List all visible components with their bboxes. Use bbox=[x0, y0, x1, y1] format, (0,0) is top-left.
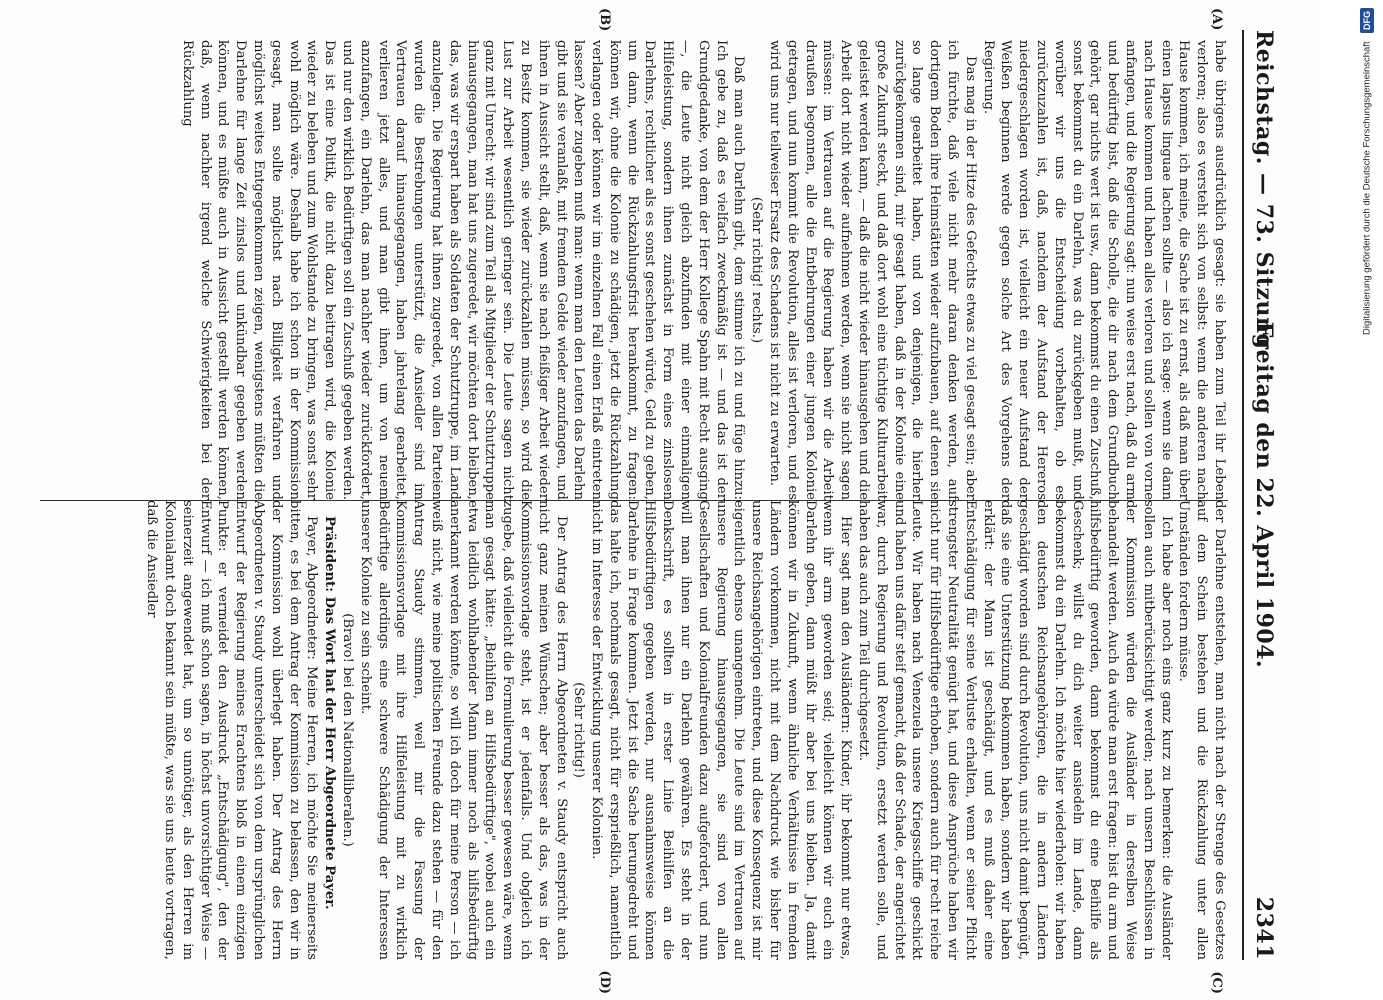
margin-label-c: (C) bbox=[1209, 971, 1224, 994]
header-left: Reichstag. — 73. Sitzung. bbox=[1251, 30, 1277, 358]
paragraph: Das mag in der Hitze des Gefechts etwas zu viel gesagt sein; aber ich fürchte, daß viele nicht mehr daran denken werden, auf dortigem Boden ihre Heimstätten wieder aufzubauen, auf denen sie so lange gearbeitet haben, und von denjenigen, die hierher zurückgekommen sind, mir gesagt haben, daß in der Kolonie eine große Zukunft steckt, und daß dort wohl eine tüchtige Kulturarbeit geleistet werden kann, — daß die nicht wieder hinausgehen und die Arbeit dort nicht wieder aufnehmen werden, wenn sie nicht sagen müssen: im Vertrauen auf die Regierung haben wir die Arbeit draußen begonnen, alle die Entbehrungen einer jungen Kolonie getragen, und nun kommt die Revolution, alles ist verloren, und es wird uns nur teilweiser Ersatz des Schadens ist nicht zu erwarten. bbox=[767, 40, 978, 500]
header-date: Freitag den 22. April 1904. bbox=[1251, 321, 1277, 669]
margin-label-a: (A) bbox=[1209, 8, 1224, 31]
speaker-paragraph: Präsident: Das Wort hat der Herr Abgeordnete Payer. bbox=[322, 516, 338, 910]
paragraph: Daß man auch Darlehn gibt, dem stimme ich zu und füge hinzu: Ich gebe zu, daß es vielfach zweckmäßig ist — und das ist der Grundgedanke, von dem der Herr Kollege Spahn mit Recht ausging —, die Leute nicht gleich abzufinden mit einer einmaligen Hilfeleistung, sondern ihnen zunächst in Form eines zinslosen Darlehns, rechtlicher als es sonst geschehen würde, Geld zu geben, um dann, wenn die Rückzahlungsfrist herankommt, zu fragen: können wir, ohne die Kolonie zu schädigen, jetzt die Rückzahlung verlangen oder können wir im einzelnen Fall einen Erlaß eintreten lassen? Aber zugeben muß man: wenn man den Leuten das Darlehn gibt und sie veranlaßt, mit fremdem Gelde wieder anzufangen, und ihnen in Aussicht stellt, daß, wenn sie nach fleißiger Arbeit wieder zu Besitz kommen, sie wieder zurückzahlen müssen, so wird die Lust zur Arbeit wesentlich geringer sein. Die Leute sagen nicht ganz mit Unrecht: wir sind zum Teil als Mitglieder der Schutztruppe hinausgegangen, man hat uns zugeredet, wir möchten dort bleiben, das, was wir erspart haben als Soldaten der Schutztruppe, im Land anzulegen. Die Regierung hat ihnen zugeredet, von allen Parteien wurden die Bestrebungen unterstützt, die Ansiedler sind im Vertrauen darauf hinausgegangen, haben jahrelang gearbeitet, verlieren jetzt alles, und man gibt ihnen, um von neuem anzufangen, ein Darlehn, das man nachher wieder zurückfordert, und nur den wirklich Bedürftigen soll ein Zuschuß gegeben werden. Das ist eine Politik, die nicht dazu beitragen wird, die Kolonie wieder zu beleben und zum Wohlstande zu bringen, was sonst sehr wohl möglich wäre. Deshalb habe ich schon in der Kommission gesagt, man sollte möglichst nach Billigkeit verfahren und möglichst weites Entgegenkommen zeigen, wenigstens müßten die Darlehne für lange Zeit zinslos und unkündbar gegeben werden können, und es müßte auch in Aussicht gestellt werden können, daß, wenn nachher irgend welche Schwierigkeiten bei der Rückzahlung bbox=[179, 40, 747, 500]
paragraph: Der Antrag des Herrn Abgeordneten v. Staudy entspricht auch nicht ganz meinen Wünschen; aber besser als das, was in der Kommissionsvorlage steht, ist er jedenfalls. Und obgleich ich zugebe, daß vielleicht die Formulierung besser gewesen wäre, wenn man gesagt hätte: „Beihilfen an Hilfsbedürftige", wobei auch ein etwa leidlich wohlhabender Mann immer noch als hilfsbedürftig anerkannt werden könnte, so will ich doch für meine Person — ich weiß nicht, wie meine politischen Freunde dazu stehen — für den Antrag Staudy stimmen, weil mir die Fassung der Kommissionsvorlage mit ihre Hilfeleistung mit zu wirklich Bedürftige allerdings eine schwere Schädigung der Interessen unserer Kolonie zu sein scheint. bbox=[357, 500, 569, 960]
dfg-logo: DFG bbox=[1360, 8, 1374, 33]
paragraph: der Darlehne entstehen, man nicht nach der Strenge des Gesetzes auf dem Schein bestehen und die Rückzahlung unter allen Umständen fordern müsse. bbox=[1176, 500, 1227, 960]
page-number: 2341 bbox=[1251, 896, 1277, 960]
paragraph: habe übrigens ausdrücklich gesagt: sie haben zum Teil ihr Leben verloren; also es versteht sich von selbst: wenn die anderen nach Hause kommen, ich meine, die Sache ist zu ernst, als daß man über einen lapsus linguae lachen sollte — also ich sage: wenn sie dann nach Hause kommen und haben alles verloren und sollen von vorne anfangen, und die Regierung sagt: nun weise erst nach, daß du arm und bedürftig bist, daß die Scholle, die dir nach dem Grundbuch gehört, gar nichts wert ist usw., dann bekommst du einen Zuschuß, sonst bekommst du ein Darlehn, was du zurückgeben mußt, und worüber wir uns die Entscheidung vorbehalten, ob es zurückzuzahlen ist, daß, nachdem der Aufstand der Hereros niedergeschlagen worden ist, vielleicht ein neuer Aufstand der Weißen beginnen werde gegen solche Art des Vorgehens der Regierung. bbox=[980, 40, 1227, 500]
paragraph: Hier sagt man den Ausländern: Kinder, ihr bekommt nur etwas, wenn ihr arm geworden seid; vielleicht können wir euch ein Darlehn geben, dann müßt ihr aber bei uns bleiben. Ja, damit können wir in Zukunft, wenn ähnliche Verhältnisse in fremden Ländern vorkommen, nicht mit dem Nachdruck wie bisher für unsere Reichsangehörigen eintreten, und diese Konsequenz ist mir eigentlich ebenso unangenehm. Die Leute sind im Vertrauen auf unsere Regierung hinausgegangen, sie sind von allen Gesellschaften und Kolonialfreunden dazu aufgefordert, und nun will man ihnen nur ein Darlehn gewähren. Es steht in der Denkschrift, es sollten in erster Linie Beihilfen an die Hilfsbedürftigen gegeben werden, nur ausnahmsweise können Darlehne in Frage kommen. Jetzt ist die Sache herumgedreht und das halte ich, nochmals gesagt, nicht für ersprießlich, namentlich nicht im Interesse der Entwicklung unserer Kolonien. bbox=[589, 500, 854, 960]
credit-text: Digitalisierung gefördert durch die Deutsche Forschungsgemeinschaft bbox=[1361, 41, 1373, 335]
paragraph: Ich habe aber noch eins ganz kurz zu bemerken: die Ausländer sollen auch mitberücksichtigt werden; nach unsern Beschlüssen in der Kommission würden die Ausländer in derselben Weise behandelt werden. Auch da würde man erst fragen: bist du arm und hilfsbedürftig geworden, dann bekommst du eine Beihilfe als Geschenk; willst du dich weiter ansiedeln im Lande, dann bekommst du ein Darlehn. Ich möchte hier wiederholen: wir haben den deutschen Reichsangehörigen, die in andern Ländern geschädigt worden sind durch Revolution, uns nicht damit begnügt, daß sie eine Unterstützung bekommen haben, sondern wir haben erklärt: der Mann ist geschädigt, und es muß daher eine Entschädigung für seine Verluste erhalten, wenn er seiner Pflicht strengster Neutralität genügt hat, und diese Ansprüche haben wir nicht nur für Hilfsbedürftige erhoben, sondern auch für recht reiche Leute. Wir haben nach Venezuela unsere Kriegsschiffe geschickt und haben uns dafür steif gemacht, daß der Schade, der angerichtet war, durch Regierung und Revolution, ersetzt werden solle, und haben das auch zum Teil durchgesetzt. bbox=[856, 500, 1174, 960]
paragraph: Payer, Abgeordneter: Meine Herren, ich möchte Sie meinerseits bitten, es bei dem Antrag der Kommission zu belassen, den wir in der Kommission wohl überlegt haben. Der Antrag des Herrn Abgeordneten v. Staudy unterscheidet sich von dem ursprünglichen Entwurf der Regierung meines Erachtens bloß in einem einzigen Punkte: er vermeidet den Ausdruck „Entschädigung", den der Entwurf — ich muß schon sagen, in höchst unvorsichtiger Weise — seinerzeit angewendet hat, um so unnötiger, als den Herren im Kolonialamt doch bekannt sein müßte, was sie uns heute vortragen, daß die Ansiedler bbox=[144, 500, 320, 960]
margin-label-d: (D) bbox=[597, 970, 612, 994]
digitization-credit bbox=[1357, 8, 1377, 992]
interjection: (Sehr richtig!) bbox=[571, 682, 587, 778]
page-header bbox=[1242, 30, 1284, 960]
right-column bbox=[40, 500, 1228, 960]
left-column bbox=[40, 40, 1228, 500]
interjection: (Sehr richtig! rechts.) bbox=[749, 196, 765, 344]
margin-label-b: (B) bbox=[597, 8, 612, 32]
interjection: (Bravo! bei den Nationalliberalen.) bbox=[339, 613, 355, 847]
